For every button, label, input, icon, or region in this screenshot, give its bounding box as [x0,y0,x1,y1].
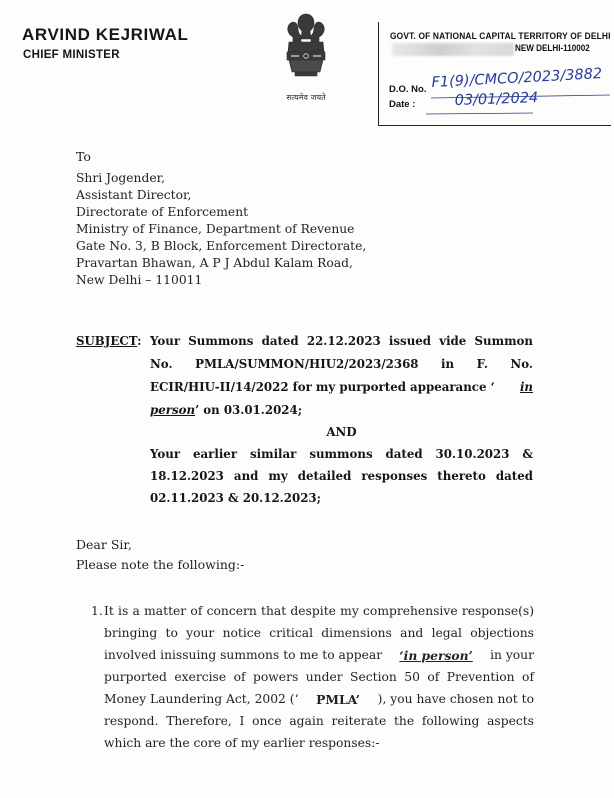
point-line: purported exercise of powers under Section 50 of Prevention of [104,670,534,684]
subject-text: ’ on 03.01.2024; [195,403,303,417]
subject-text: No. [150,357,173,371]
do-number-value: F1(9)/CMCO/2023/3882 [431,66,603,91]
subject-line-1: Your Summons dated 22.12.2023 issued vide Summon [150,334,533,348]
point-line: It is a matter of concern that despite my comprehensive response(s) [104,604,534,618]
point-line: respond. Therefore, I once again reiterate the following aspects [104,714,534,728]
point-text: ), you have chosen not to [377,692,534,706]
subject-text: F. [476,357,488,371]
point-emphasis: ‘in person’ [399,648,473,663]
subject-emphasis: in [519,380,533,394]
point-text: involved inissuing summons to me to appear [104,648,383,662]
salutation: Dear Sir, [76,537,132,552]
address-line: Assistant Director, [76,188,192,202]
subject-text: ECIR/HIU-II/14/2022 for my purported appearance ‘ [150,380,495,394]
subject-text: in [441,357,455,371]
address-to: To [76,149,91,164]
subject-line-2 [150,357,533,371]
subject-line-6: 18.12.2023 and my detailed responses thereto dated [150,469,533,483]
point-line [104,648,534,663]
summon-number: PMLA/SUMMON/HIU2/2023/2368 [195,357,419,371]
do-number-label: D.O. No. [389,84,427,95]
subject-line-7: 02.11.2023 & 20.12.2023; [150,491,321,505]
point-line [104,692,534,707]
letterhead-name: ARVIND KEJRIWAL [22,25,189,44]
subject-and: AND [326,425,357,439]
intro-line: Please note the following:- [76,557,245,572]
date-underline [425,111,535,116]
address-line: New Delhi – 110011 [76,273,203,287]
redacted-address [392,43,514,56]
point-text: in your [490,648,534,662]
address-line: Ministry of Finance, Department of Revenue [76,222,355,236]
subject-line-5: Your earlier similar summons dated 30.10.2023 & [150,447,533,461]
address-line: Shri Jogender, [76,171,166,185]
subject-label-row: SUBJECT: [76,334,142,348]
subject-text: No. [510,357,533,371]
point-line: bringing to your notice critical dimensions and legal objections [104,626,534,640]
point-line: which are the core of my earlier responses:- [104,736,380,750]
subject-line-4 [150,403,302,417]
address-line: Pravartan Bhawan, A P J Abdul Kalam Road, [76,256,353,270]
emblem-motto: सत्यमेव जयते [286,93,326,102]
point-number: 1. [91,604,103,618]
date-label: Date : [389,99,416,110]
date-value: 03/01/2024 [454,90,539,109]
address-line: Directorate of Enforcement [76,205,249,219]
address-line: Gate No. 3, B Block, Enforcement Directorate, [76,239,367,253]
subject-emphasis: person [150,403,196,417]
government-name: GOVT. OF NATIONAL CAPITAL TERRITORY OF DELHI [390,31,611,42]
subject-label: SUBJECT [76,334,138,348]
point-text: Money Laundering Act, 2002 (‘ [104,692,299,706]
government-city: NEW DELHI-110002 [515,43,590,53]
subject-line-3 [150,380,533,394]
national-emblem-icon [275,6,337,106]
point-emphasis: PMLA’ [316,692,361,707]
letterhead-title: CHIEF MINISTER [23,49,120,61]
